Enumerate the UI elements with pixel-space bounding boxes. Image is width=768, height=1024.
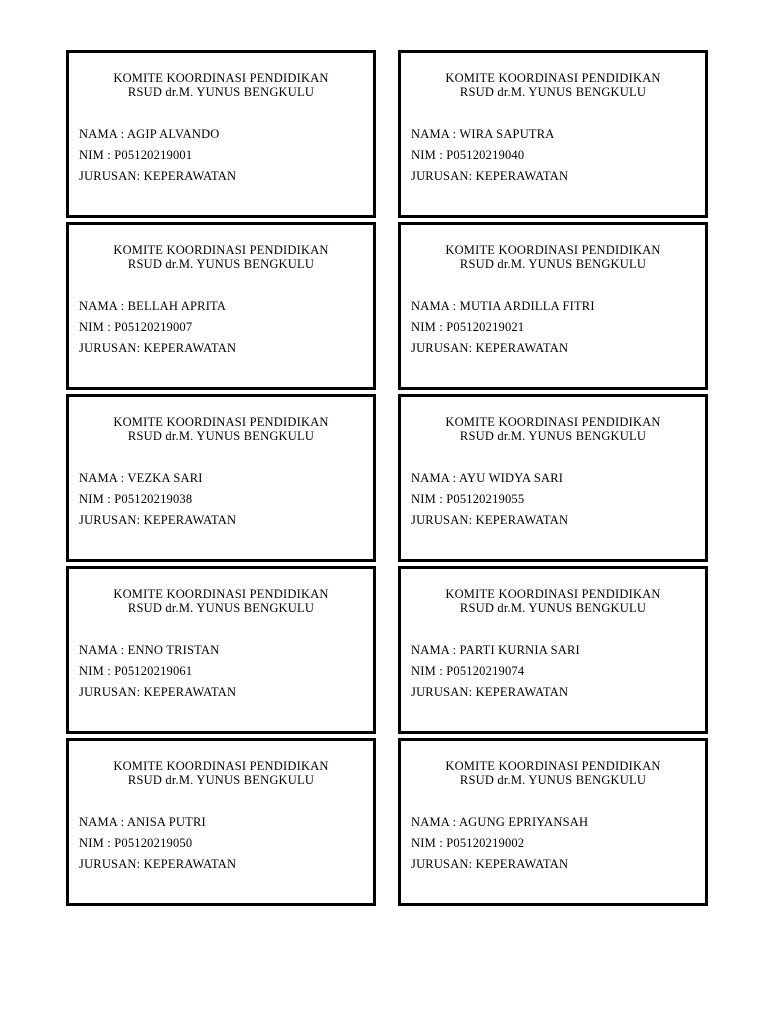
header-hospital: RSUD dr.M. YUNUS BENGKULU (459, 257, 647, 271)
name-card (66, 222, 376, 390)
nama-value: ENNO TRISTAN (127, 643, 220, 657)
header-hospital: RSUD dr.M. YUNUS BENGKULU (127, 429, 315, 443)
name-card (398, 50, 708, 218)
nim-line (411, 148, 695, 169)
jurusan-label: JURUSAN: (79, 857, 144, 871)
nim-value: P05120219002 (446, 836, 525, 850)
jurusan-value: KEPERAWATAN (143, 857, 237, 871)
nim-value: P05120219001 (114, 148, 193, 162)
card-body (79, 471, 363, 534)
nim-line (79, 492, 363, 513)
header-hospital: RSUD dr.M. YUNUS BENGKULU (127, 257, 315, 271)
card-header (411, 243, 695, 271)
nama-line (411, 471, 695, 492)
card-header (411, 71, 695, 99)
jurusan-line (411, 169, 695, 190)
nim-line (411, 492, 695, 513)
header-committee: KOMITE KOORDINASI PENDIDIKAN (113, 243, 329, 257)
nim-value: P05120219055 (446, 492, 525, 506)
nama-line (79, 643, 363, 664)
nama-label: NAMA : (411, 643, 460, 657)
nim-value: P05120219074 (446, 664, 525, 678)
jurusan-line (79, 685, 363, 706)
nim-label: NIM : (411, 664, 447, 678)
nim-label: NIM : (79, 836, 115, 850)
card-header (79, 71, 363, 99)
nama-value: VEZKA SARI (127, 471, 203, 485)
nama-line (79, 471, 363, 492)
jurusan-line (411, 513, 695, 534)
nama-line (411, 815, 695, 836)
card-header (79, 587, 363, 615)
jurusan-value: KEPERAWATAN (475, 857, 569, 871)
header-committee: KOMITE KOORDINASI PENDIDIKAN (445, 415, 661, 429)
nim-label: NIM : (79, 320, 115, 334)
jurusan-value: KEPERAWATAN (143, 513, 237, 527)
nama-line (79, 815, 363, 836)
nim-line (79, 664, 363, 685)
card-header (411, 587, 695, 615)
nama-value: PARTI KURNIA SARI (459, 643, 580, 657)
card-body (411, 471, 695, 534)
nama-label: NAMA : (411, 299, 460, 313)
jurusan-label: JURUSAN: (79, 341, 144, 355)
name-card (66, 566, 376, 734)
nim-line (79, 836, 363, 857)
nim-label: NIM : (79, 664, 115, 678)
name-card (66, 738, 376, 906)
name-card (66, 50, 376, 218)
card-body (79, 299, 363, 362)
jurusan-value: KEPERAWATAN (143, 341, 237, 355)
header-hospital: RSUD dr.M. YUNUS BENGKULU (459, 601, 647, 615)
card-header (411, 415, 695, 443)
jurusan-line (411, 685, 695, 706)
jurusan-label: JURUSAN: (79, 513, 144, 527)
nim-value: P05120219007 (114, 320, 193, 334)
nama-label: NAMA : (411, 127, 460, 141)
card-body (79, 127, 363, 190)
jurusan-value: KEPERAWATAN (475, 513, 569, 527)
jurusan-value: KEPERAWATAN (143, 169, 237, 183)
name-card (398, 738, 708, 906)
jurusan-label: JURUSAN: (411, 685, 476, 699)
jurusan-value: KEPERAWATAN (475, 341, 569, 355)
jurusan-line (79, 857, 363, 878)
nim-label: NIM : (411, 320, 447, 334)
nama-label: NAMA : (411, 815, 459, 829)
header-committee: KOMITE KOORDINASI PENDIDIKAN (445, 71, 661, 85)
jurusan-label: JURUSAN: (79, 685, 144, 699)
nama-label: NAMA : (79, 127, 127, 141)
jurusan-label: JURUSAN: (411, 857, 476, 871)
header-committee: KOMITE KOORDINASI PENDIDIKAN (113, 71, 329, 85)
header-hospital: RSUD dr.M. YUNUS BENGKULU (127, 85, 315, 99)
nama-value: BELLAH APRITA (127, 299, 227, 313)
nama-value: AGIP ALVANDO (126, 127, 220, 141)
nama-value: AGUNG EPRIYANSAH (458, 815, 589, 829)
nim-value: P05120219050 (114, 836, 193, 850)
nim-label: NIM : (411, 836, 447, 850)
nama-value: ANISA PUTRI (126, 815, 206, 829)
nim-value: P05120219021 (446, 320, 525, 334)
nim-line (411, 664, 695, 685)
nama-value: MUTIA ARDILLA FITRI (459, 299, 595, 313)
jurusan-line (411, 857, 695, 878)
nama-line (411, 643, 695, 664)
header-hospital: RSUD dr.M. YUNUS BENGKULU (459, 773, 647, 787)
name-card (398, 394, 708, 562)
jurusan-label: JURUSAN: (79, 169, 144, 183)
card-body (79, 643, 363, 706)
nama-line (79, 299, 363, 320)
header-committee: KOMITE KOORDINASI PENDIDIKAN (113, 415, 329, 429)
header-committee: KOMITE KOORDINASI PENDIDIKAN (445, 587, 661, 601)
nama-label: NAMA : (79, 815, 127, 829)
jurusan-label: JURUSAN: (411, 169, 476, 183)
nim-label: NIM : (79, 492, 115, 506)
name-card-sheet (66, 50, 708, 906)
header-committee: KOMITE KOORDINASI PENDIDIKAN (445, 243, 661, 257)
nim-value: P05120219061 (114, 664, 193, 678)
nama-label: NAMA : (79, 643, 128, 657)
jurusan-line (79, 341, 363, 362)
name-card (398, 222, 708, 390)
nim-line (79, 320, 363, 341)
nama-value: WIRA SAPUTRA (459, 127, 555, 141)
nim-label: NIM : (79, 148, 115, 162)
nama-label: NAMA : (79, 471, 128, 485)
card-header (79, 759, 363, 787)
nim-label: NIM : (411, 492, 447, 506)
header-committee: KOMITE KOORDINASI PENDIDIKAN (445, 759, 661, 773)
card-body (411, 643, 695, 706)
header-committee: KOMITE KOORDINASI PENDIDIKAN (113, 587, 329, 601)
nim-value: P05120219040 (446, 148, 525, 162)
header-hospital: RSUD dr.M. YUNUS BENGKULU (127, 601, 315, 615)
nim-line (411, 320, 695, 341)
jurusan-label: JURUSAN: (411, 341, 476, 355)
jurusan-line (79, 169, 363, 190)
jurusan-line (411, 341, 695, 362)
header-hospital: RSUD dr.M. YUNUS BENGKULU (459, 429, 647, 443)
nama-line (411, 299, 695, 320)
header-hospital: RSUD dr.M. YUNUS BENGKULU (127, 773, 315, 787)
nim-line (79, 148, 363, 169)
nama-value: AYU WIDYA SARI (458, 471, 564, 485)
card-body (411, 299, 695, 362)
nim-value: P05120219038 (114, 492, 193, 506)
name-card (66, 394, 376, 562)
card-header (79, 243, 363, 271)
nama-line (79, 127, 363, 148)
header-hospital: RSUD dr.M. YUNUS BENGKULU (459, 85, 647, 99)
nim-line (411, 836, 695, 857)
jurusan-value: KEPERAWATAN (143, 685, 237, 699)
nim-label: NIM : (411, 148, 447, 162)
name-card (398, 566, 708, 734)
jurusan-label: JURUSAN: (411, 513, 476, 527)
card-body (79, 815, 363, 878)
card-body (411, 127, 695, 190)
card-body (411, 815, 695, 878)
card-header (411, 759, 695, 787)
jurusan-line (79, 513, 363, 534)
nama-line (411, 127, 695, 148)
jurusan-value: KEPERAWATAN (475, 685, 569, 699)
nama-label: NAMA : (79, 299, 128, 313)
jurusan-value: KEPERAWATAN (475, 169, 569, 183)
card-header (79, 415, 363, 443)
nama-label: NAMA : (411, 471, 459, 485)
header-committee: KOMITE KOORDINASI PENDIDIKAN (113, 759, 329, 773)
